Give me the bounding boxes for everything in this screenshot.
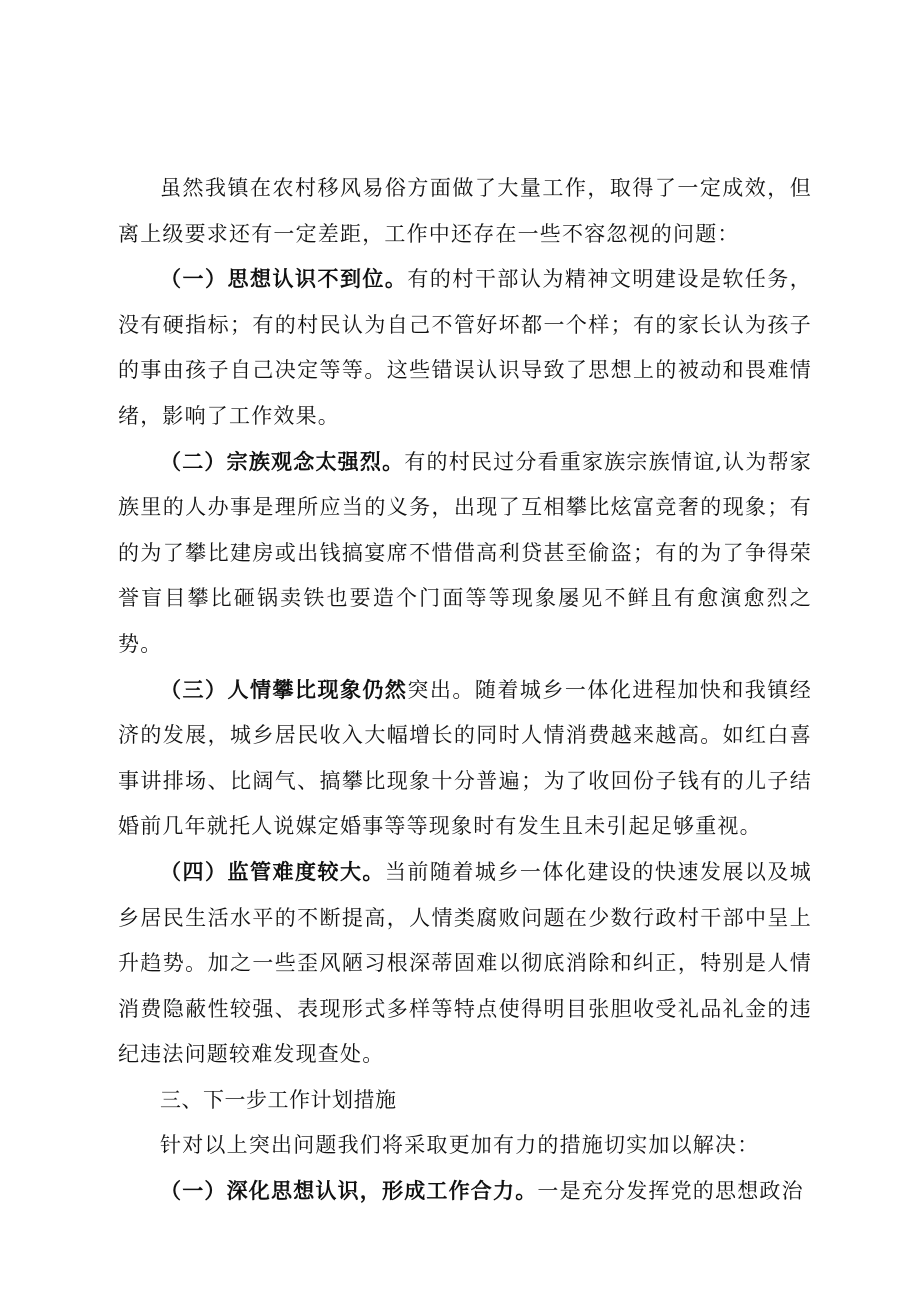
measure-paragraph-1 xyxy=(118,1169,812,1215)
problem-1-lead: （一）思想认识不到位。 xyxy=(160,267,408,292)
problem-2-text: 有的村民过分看重家族宗族情谊,认为帮家族里的人办事是理所应当的义务，出现了互相攀比炫富竞奢的现象；有的为了攀比建房或出钱搞宴席不惜借高利贷甚至偷盗；有的为了争得荣誉盲目攀比砸锅卖铁也要造个门面等等现象屡见不鲜且有愈演愈烈之势。 xyxy=(118,449,812,656)
measure-1-lead: （一）深化思想认识，形成工作合力。 xyxy=(160,1179,538,1204)
intro-paragraph: 虽然我镇在农村移风易俗方面做了大量工作，取得了一定成效，但离上级要求还有一定差距，工作中还存在一些不容忽视的问题： xyxy=(118,176,812,246)
problem-paragraph-4 xyxy=(118,850,812,1078)
measure-1-text: 一是充分发挥党的思想政治 xyxy=(537,1179,804,1204)
problem-3-lead: （三）人情攀比现象仍然 xyxy=(160,677,408,702)
problem-1-text: 有的村干部认为精神文明建设是软任务，没有硬指标；有的村民认为自己不管好坏都一个样；有的家长认为孩子的事由孩子自己决定等等。这些错误认识导致了思想上的被动和畏难情绪，影响了工作效果。 xyxy=(118,267,812,428)
problem-paragraph-2 xyxy=(118,440,812,668)
problem-3-text: 突出。随着城乡一体化进程加快和我镇经济的发展，城乡居民收入大幅增长的同时人情消费越来越高。如红白喜事讲排场、比阔气、搞攀比现象十分普遍；为了收回份子钱有的儿子结婚前几年就托人说媒定婚事等等现象时有发生且未引起足够重视。 xyxy=(118,677,812,839)
section-3-intro: 针对以上突出问题我们将采取更加有力的措施切实加以解决： xyxy=(160,1133,760,1158)
section-3-heading: 三、下一步工作计划措施 xyxy=(160,1087,397,1112)
document-body xyxy=(118,166,812,1215)
problem-4-lead: （四）监管难度较大。 xyxy=(160,859,385,884)
problem-2-lead: （二）宗族观念太强烈。 xyxy=(160,449,405,474)
problem-paragraph-3 xyxy=(118,668,812,850)
problem-paragraph-1 xyxy=(118,257,812,439)
problem-4-text: 当前随着城乡一体化建设的快速发展以及城乡居民生活水平的不断提高，人情类腐败问题在少数行政村干部中呈上升趋势。加之一些歪风陋习根深蒂固难以彻底消除和纠正，特别是人情消费隐蔽性较强、表现形式多样等特点使得明目张胆收受礼品礼金的违纪违法问题较难发现查处。 xyxy=(118,859,812,1067)
